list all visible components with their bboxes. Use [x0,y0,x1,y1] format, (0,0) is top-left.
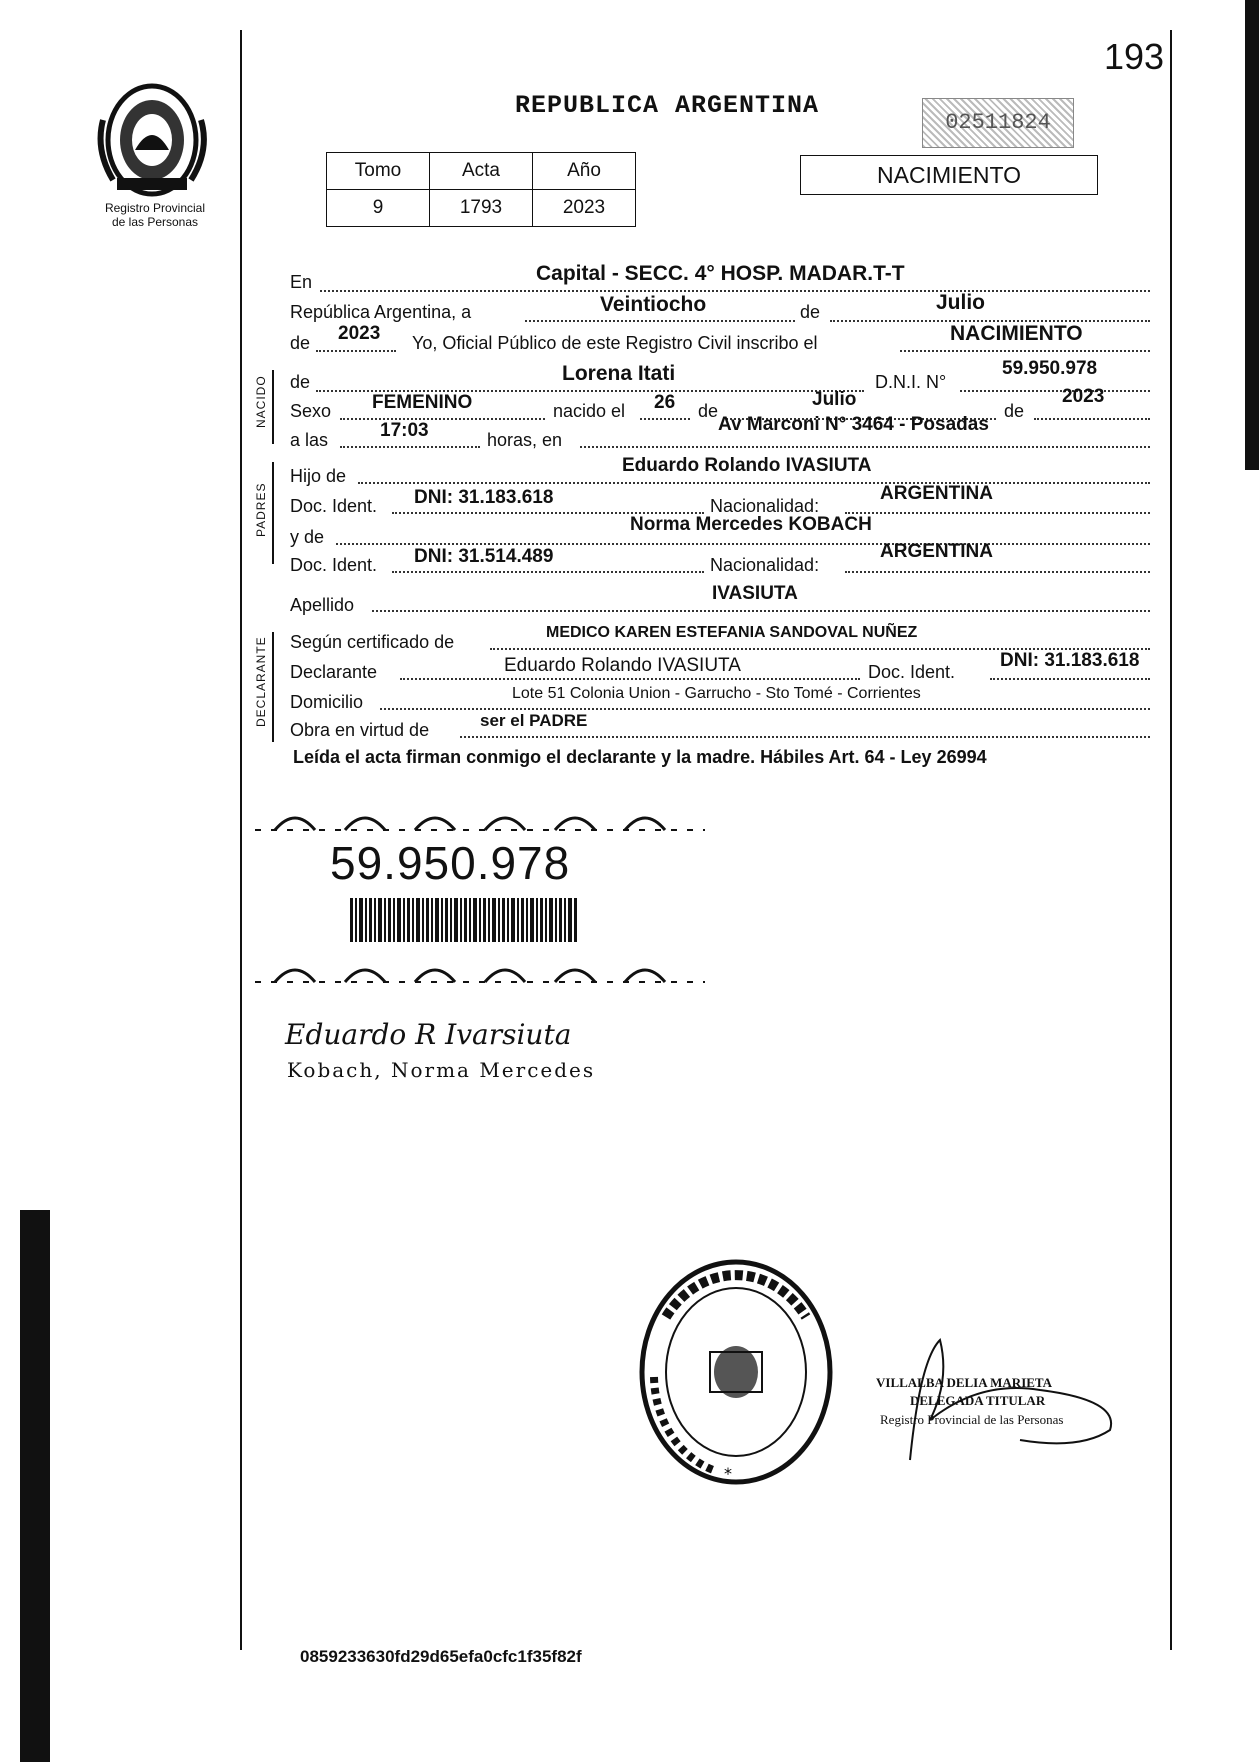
father-doc-label: Doc. Ident. [290,496,378,516]
mother-nationality-label: Nacionalidad: [710,555,820,575]
obra-label: Obra en virtud de [290,720,430,740]
birth-year: 2023 [1062,386,1105,407]
domicilio-value: Lote 51 Colonia Union - Garrucho - Sto Tomé - Corrientes [512,685,921,702]
dotted-line [358,482,1150,484]
child-name: Lorena Itati [562,362,676,385]
ref-header-row [327,153,636,190]
nacido-section-label: NACIDO [254,375,268,428]
mother-nationality: ARGENTINA [880,541,993,562]
domicilio-label: Domicilio [290,692,364,712]
child-dni: 59.950.978 [1002,358,1098,379]
dni-label: D.N.I. N° [875,372,947,392]
certificado-value: MEDICO KAREN ESTEFANIA SANDOVAL NUÑEZ [546,624,918,641]
dotted-line [340,418,545,420]
ref-header-acta: Acta [430,153,533,190]
ref-value-row [327,190,636,227]
en-label: En [290,272,313,292]
record-reference-table [326,152,636,227]
a-las-label: a las [290,430,329,450]
dotted-line [392,571,704,573]
right-margin-line [1170,30,1172,1650]
dotted-line [340,446,480,448]
ref-value-acta: 1793 [430,190,533,227]
ref-header-ano: Año [533,153,636,190]
y-de-label: y de [290,527,325,547]
sexo-value: FEMENINO [372,392,473,413]
left-margin-line [240,30,242,1650]
dotted-line [525,320,795,322]
inscribe-value: NACIMIENTO [950,322,1083,345]
dotted-line [460,736,1150,738]
apellido-label: Apellido [290,595,355,615]
dni-barcode [350,898,578,942]
dotted-line [1034,418,1150,420]
official-office: Registro Provincial de las Personas [880,1412,1064,1427]
document-title: REPUBLICA ARGENTINA [515,91,820,120]
svg-text:*: * [724,1464,732,1483]
dotted-line [580,446,1150,448]
mother-doc-label: Doc. Ident. [290,555,378,575]
official-role: DELEGADA TITULAR [910,1393,1046,1408]
dotted-line [316,350,396,352]
dotted-line [336,543,1150,545]
section-bracket [272,462,274,564]
birth-time: 17:03 [380,420,429,441]
dotted-line [845,571,1150,573]
record-type-box: NACIMIENTO [800,155,1098,195]
dotted-line [320,290,1150,292]
official-seal [636,1257,836,1487]
security-pattern-bottom [255,954,705,984]
ref-value-tomo: 9 [327,190,430,227]
inscribe-text: Yo, Oficial Público de este Registro Civil inscribo el [412,333,818,353]
de-label-3: de [1004,401,1025,421]
ref-header-tomo: Tomo [327,153,430,190]
birth-month: Julio [812,389,857,410]
birth-place: Av Marconi N° 3464 - Posadas [718,414,989,435]
apellido-value: IVASIUTA [712,583,798,604]
hijo-de-label: Hijo de [290,466,347,486]
date-stamp: 02511824 [922,98,1074,148]
father-nationality: ARGENTINA [880,483,993,504]
logo-caption-line1: Registro Provincial [104,201,206,215]
section-bracket [272,370,274,444]
dotted-line [380,708,1150,710]
dotted-line [960,390,1150,392]
certificado-label: Según certificado de [290,632,455,652]
mother-name: Norma Mercedes KOBACH [630,514,872,535]
dotted-line [400,678,860,680]
day-value: Veintiocho [600,293,707,316]
obra-value: ser el PADRE [480,711,588,730]
dotted-line [900,350,1150,352]
mother-doc: DNI: 31.514.489 [414,546,554,567]
mother-signature: Kobach, Norma Mercedes [287,1058,596,1082]
dotted-line [845,512,1150,514]
horas-en-label: horas, en [487,430,563,450]
declarante-value: Eduardo Rolando IVASIUTA [504,655,741,676]
declarant-signature: Eduardo R Ivarsiuta [285,1018,572,1051]
de-label-2: de [698,401,719,421]
sexo-label: Sexo [290,401,332,421]
birth-day: 26 [654,392,676,413]
declarante-section-label: DECLARANTE [254,636,268,727]
month-value: Julio [936,291,986,314]
security-pattern-top [255,802,705,832]
province-coat-of-arms-logo [95,80,210,200]
right-edge-bar [1245,0,1259,470]
nacido-de-label: de [290,372,311,392]
declarante-doc-label: Doc. Ident. [868,662,956,682]
republica-label: República Argentina, a [290,302,472,322]
padres-section-label: PADRES [254,482,268,537]
father-nationality-label: Nacionalidad: [710,496,820,516]
section-bracket [272,632,274,742]
declarante-doc: DNI: 31.183.618 [1000,650,1140,671]
de-label: de [800,302,821,322]
dotted-line [372,610,1150,612]
father-name: Eduardo Rolando IVASIUTA [622,455,872,476]
closing-text: Leída el acta firman conmigo el declarante y la madre. Hábiles Art. 64 - Ley 26994 [293,747,987,767]
dotted-line [990,678,1150,680]
dotted-line [640,418,690,420]
place-value: Capital - SECC. 4° HOSP. MADAR.T-T [536,262,905,285]
year-value: 2023 [338,323,381,344]
de-year-label: de [290,333,311,353]
dni-large-number: 59.950.978 [330,837,571,889]
declarante-label: Declarante [290,662,378,682]
left-edge-bar [20,1210,50,1762]
official-name: VILLALBA DELIA MARIETA [876,1375,1053,1390]
document-hash: 0859233630fd29d65efa0cfc1f35f82f [300,1647,582,1666]
page-number: 193 [1104,36,1165,77]
nacido-el-label: nacido el [553,401,626,421]
ref-value-ano: 2023 [533,190,636,227]
father-doc: DNI: 31.183.618 [414,487,554,508]
logo-caption [70,201,240,229]
logo-caption-line2: de las Personas [111,215,199,229]
